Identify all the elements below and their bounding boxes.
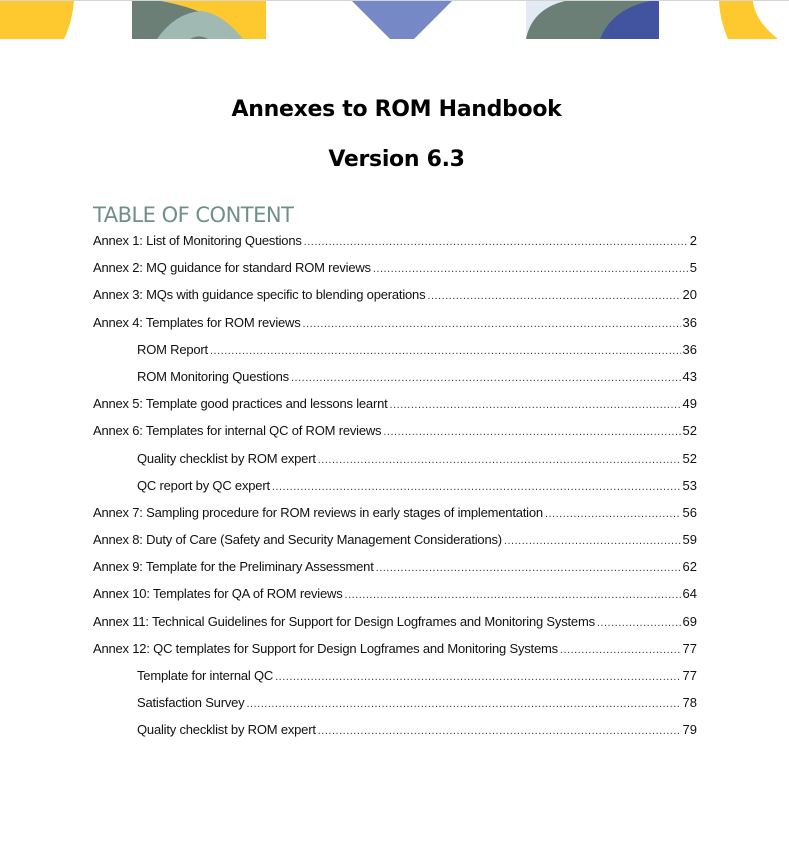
toc-page-number[interactable]: 59 bbox=[682, 532, 697, 548]
toc-entry-label[interactable]: Annex 2: MQ guidance for standard ROM reviews bbox=[93, 260, 371, 276]
toc-subentry[interactable] bbox=[93, 667, 697, 694]
table-of-contents bbox=[93, 232, 697, 749]
toc-dot-leader bbox=[318, 722, 681, 740]
toc-page-number[interactable]: 52 bbox=[682, 450, 697, 466]
toc-page-number[interactable]: 64 bbox=[682, 586, 697, 602]
toc-dot-leader bbox=[246, 695, 680, 713]
toc-entry-label[interactable]: Annex 5: Template good practices and lessons learnt bbox=[93, 396, 388, 412]
toc-dot-leader bbox=[318, 451, 681, 469]
toc-subentry[interactable] bbox=[93, 694, 697, 721]
toc-dot-leader bbox=[504, 532, 681, 550]
toc-page-number[interactable]: 36 bbox=[682, 341, 697, 357]
toc-subentry[interactable] bbox=[93, 477, 697, 504]
toc-entry[interactable] bbox=[93, 286, 697, 313]
toc-page-number[interactable]: 52 bbox=[682, 423, 697, 439]
toc-entry-label[interactable]: Annex 10: Templates for QA of ROM reviews bbox=[93, 586, 343, 602]
toc-entry-label[interactable]: Annex 11: Technical Guidelines for Support for Design Logframes and Monitoring Systems bbox=[93, 613, 595, 629]
toc-entry-label[interactable]: Quality checklist by ROM expert bbox=[137, 722, 316, 738]
toc-entry-label[interactable]: Annex 12: QC templates for Support for Design Logframes and Monitoring Systems bbox=[93, 640, 558, 656]
toc-dot-leader bbox=[383, 423, 680, 441]
toc-page-number[interactable]: 20 bbox=[682, 287, 697, 303]
document-version: Version 6.3 bbox=[328, 147, 465, 172]
toc-entry-label[interactable]: Annex 7: Sampling procedure for ROM reviews in early stages of implementation bbox=[93, 504, 543, 520]
toc-page-number[interactable]: 56 bbox=[682, 504, 697, 520]
toc-entry[interactable] bbox=[93, 314, 697, 341]
toc-page-number[interactable]: 53 bbox=[682, 477, 697, 493]
toc-entry-label[interactable]: Annex 8: Duty of Care (Safety and Security Management Considerations) bbox=[93, 532, 502, 548]
toc-entry-label[interactable]: Annex 4: Templates for ROM reviews bbox=[93, 314, 301, 330]
toc-page-number[interactable]: 43 bbox=[682, 368, 697, 384]
toc-dot-leader bbox=[303, 315, 681, 333]
toc-entry[interactable] bbox=[93, 395, 697, 422]
toc-subentry[interactable] bbox=[93, 368, 697, 395]
toc-entry[interactable] bbox=[93, 640, 697, 667]
toc-entry[interactable] bbox=[93, 422, 697, 449]
toc-entry-label[interactable]: QC report by QC expert bbox=[137, 477, 270, 493]
toc-page-number[interactable]: 49 bbox=[682, 396, 697, 412]
toc-page-number[interactable]: 69 bbox=[682, 613, 697, 629]
toc-entry-label[interactable]: Annex 6: Templates for internal QC of ROM reviews bbox=[93, 423, 382, 439]
toc-entry-label[interactable]: Template for internal QC bbox=[137, 668, 274, 683]
toc-dot-leader bbox=[345, 586, 681, 604]
toc-heading: TABLE OF CONTENT bbox=[93, 203, 294, 227]
toc-dot-leader bbox=[291, 369, 681, 387]
toc-subentry[interactable] bbox=[93, 341, 697, 368]
toc-entry-label[interactable]: Annex 1: List of Monitoring Questions bbox=[93, 233, 302, 248]
toc-dot-leader bbox=[597, 614, 681, 632]
toc-page-number[interactable]: 36 bbox=[682, 314, 697, 330]
toc-page-number[interactable]: 77 bbox=[682, 668, 697, 683]
toc-entry-label[interactable]: ROM Monitoring Questions bbox=[137, 368, 289, 384]
decorative-banner bbox=[0, 1, 789, 39]
toc-dot-leader bbox=[304, 233, 688, 251]
toc-dot-leader bbox=[210, 342, 681, 360]
toc-dot-leader bbox=[272, 478, 681, 496]
toc-dot-leader bbox=[545, 505, 681, 523]
toc-dot-leader bbox=[560, 641, 681, 659]
toc-page-number[interactable]: 79 bbox=[682, 722, 697, 738]
toc-page-number[interactable]: 62 bbox=[682, 559, 697, 575]
toc-dot-leader bbox=[376, 559, 681, 577]
toc-entry[interactable] bbox=[93, 259, 697, 286]
toc-entry-label[interactable]: Satisfaction Survey bbox=[137, 695, 245, 711]
toc-dot-leader bbox=[275, 668, 680, 686]
toc-entry-label[interactable]: Annex 3: MQs with guidance specific to blending operations bbox=[93, 287, 426, 303]
toc-page-number[interactable]: 5 bbox=[689, 260, 697, 276]
toc-page-number[interactable]: 77 bbox=[682, 640, 697, 656]
toc-entry[interactable] bbox=[93, 613, 697, 640]
toc-page-number[interactable]: 78 bbox=[682, 695, 697, 711]
toc-subentry[interactable] bbox=[93, 450, 697, 477]
toc-entry[interactable] bbox=[93, 504, 697, 531]
toc-page-number[interactable]: 2 bbox=[689, 233, 697, 248]
toc-dot-leader bbox=[427, 287, 680, 305]
toc-entry[interactable] bbox=[93, 232, 697, 259]
toc-dot-leader bbox=[373, 260, 688, 278]
toc-entry-label[interactable]: ROM Report bbox=[137, 341, 208, 357]
document-title: Annexes to ROM Handbook bbox=[231, 97, 562, 122]
toc-entry[interactable] bbox=[93, 585, 697, 612]
toc-entry-label[interactable]: Quality checklist by ROM expert bbox=[137, 450, 316, 466]
toc-dot-leader bbox=[390, 396, 681, 414]
toc-entry[interactable] bbox=[93, 558, 697, 585]
banner-shapes-icon bbox=[0, 1, 789, 39]
toc-entry-label[interactable]: Annex 9: Template for the Preliminary Assessment bbox=[93, 559, 374, 575]
toc-subentry[interactable] bbox=[93, 721, 697, 748]
toc-entry[interactable] bbox=[93, 531, 697, 558]
